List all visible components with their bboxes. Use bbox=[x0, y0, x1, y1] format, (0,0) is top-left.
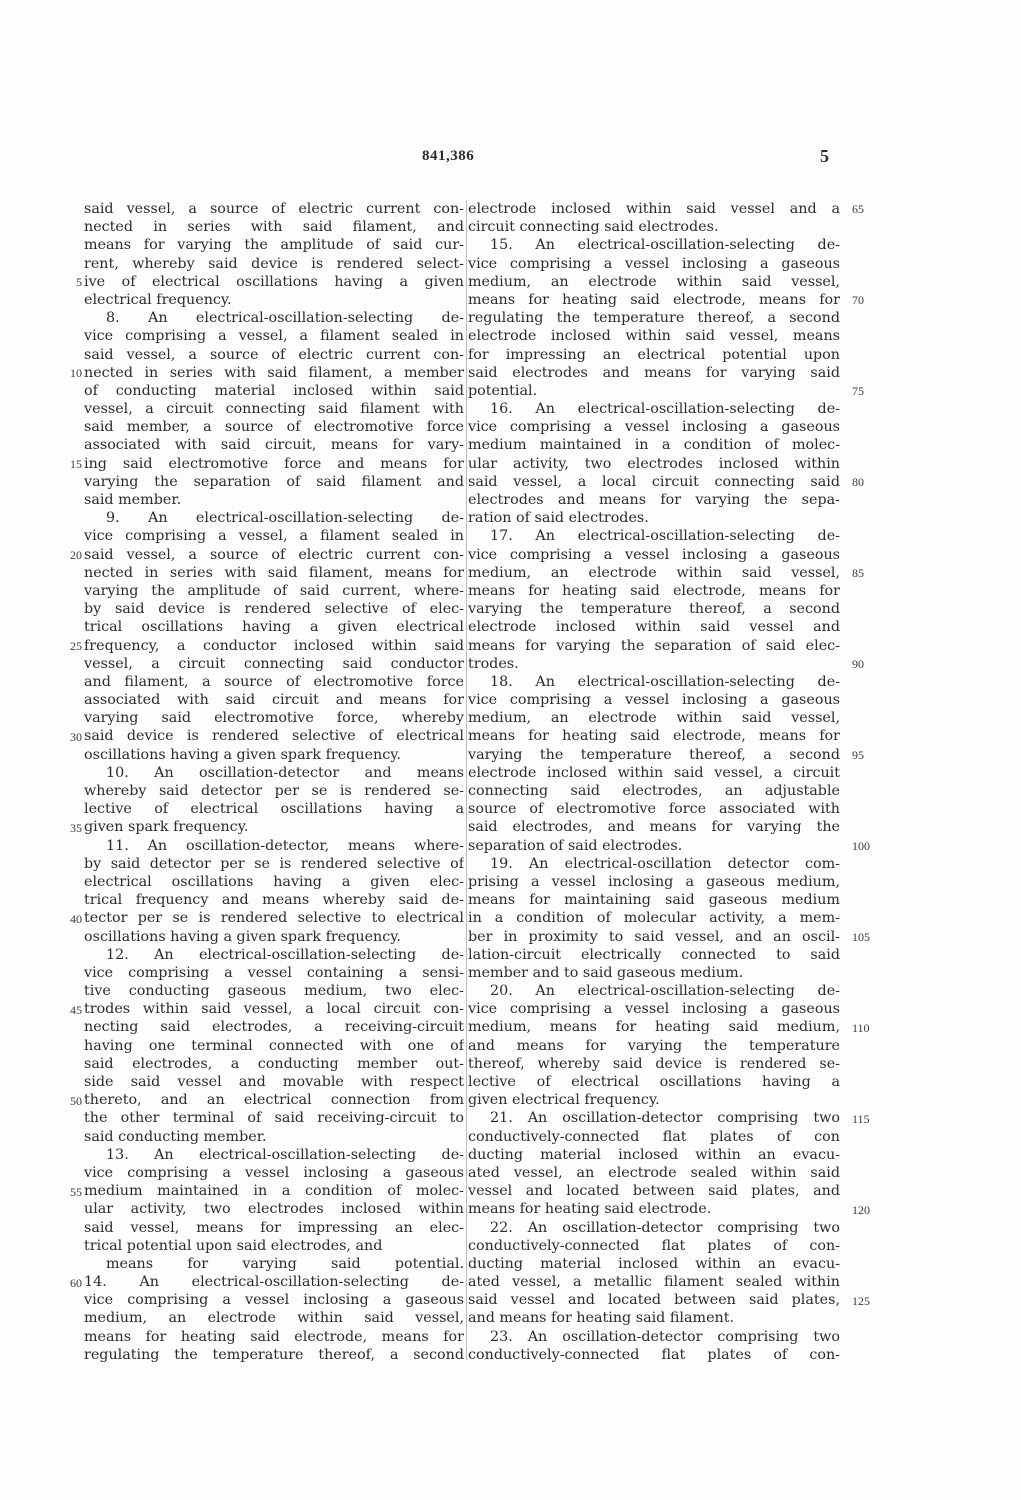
text-line: of conducting material inclosed within said bbox=[84, 382, 464, 399]
text-line: vice comprising a vessel, a filament sealed in bbox=[84, 528, 464, 545]
text-line: the other terminal of said receiving-circuit to bbox=[84, 1110, 464, 1127]
text-line: potential. bbox=[468, 382, 538, 399]
text-line: electrical oscillations having a given elec- bbox=[84, 873, 464, 890]
text-line: electrode inclosed within said vessel, a circuit bbox=[468, 764, 840, 781]
text-line: thereof, whereby said device is rendered se- bbox=[468, 1055, 840, 1072]
text-line: medium, an electrode within said vessel, bbox=[468, 564, 840, 581]
text-line: electrode inclosed within said vessel and bbox=[468, 619, 840, 636]
text-line: 10. An oscillation-detector and means bbox=[106, 764, 464, 781]
margin-line-number: 5 bbox=[76, 274, 82, 289]
text-line: said vessel, means for impressing an elec- bbox=[84, 1219, 464, 1236]
text-line: medium maintained in a condition of molec- bbox=[84, 1183, 464, 1200]
text-line: vessel and located between said plates, and bbox=[468, 1183, 840, 1200]
text-line: 8. An electrical-oscillation-selecting de- bbox=[106, 310, 464, 327]
text-line: said electrodes and means for varying said bbox=[468, 364, 840, 381]
text-line: source of electromotive force associated with bbox=[468, 801, 840, 818]
text-line: 21. An oscillation-detector comprising two bbox=[490, 1110, 840, 1127]
text-line: nected in series with said filament, a member bbox=[84, 364, 464, 381]
text-line: separation of said electrodes. bbox=[468, 837, 683, 854]
text-line: varying the temperature thereof, a second bbox=[468, 746, 840, 763]
margin-line-number: 80 bbox=[852, 475, 864, 489]
text-line: regulating the temperature thereof, a second bbox=[84, 1346, 464, 1363]
text-line: ducting material inclosed within an evacu- bbox=[468, 1146, 840, 1163]
text-line: means for varying the separation of said elec- bbox=[468, 637, 840, 654]
text-line: for impressing an electrical potential upon bbox=[468, 346, 840, 363]
text-line: 14. An electrical-oscillation-selecting de- bbox=[84, 1274, 464, 1291]
text-line: medium, an electrode within said vessel, bbox=[84, 1310, 464, 1327]
text-line: side said vessel and movable with respect bbox=[84, 1074, 464, 1090]
text-line: ated vessel, an electrode sealed within said bbox=[468, 1164, 840, 1181]
text-line: said conducting member. bbox=[84, 1128, 267, 1145]
text-line: electrode inclosed within said vessel, means bbox=[468, 328, 840, 345]
text-line: said device is rendered selective of electrical bbox=[84, 728, 464, 745]
text-line: means for varying the amplitude of said cur- bbox=[84, 237, 464, 254]
text-line: 23. An oscillation-detector comprising two bbox=[490, 1328, 840, 1345]
text-line: trical potential upon said electrodes, and bbox=[84, 1237, 383, 1254]
text-line: vice comprising a vessel inclosing a gaseous bbox=[468, 546, 840, 563]
text-line: said electrodes, a conducting member out- bbox=[84, 1055, 464, 1072]
text-line: vice comprising a vessel inclosing a gaseous bbox=[468, 1001, 840, 1018]
text-line: means for heating said electrode, means for bbox=[84, 1328, 464, 1345]
text-line: ated vessel, a metallic filament sealed within bbox=[468, 1274, 840, 1291]
margin-line-number: 50 bbox=[70, 1093, 82, 1108]
text-line: electrodes and means for varying the sepa- bbox=[468, 492, 840, 508]
text-line: conductively-connected flat plates of con- bbox=[468, 1237, 840, 1254]
text-line: said member. bbox=[84, 492, 182, 508]
margin-line-number: 30 bbox=[70, 729, 82, 744]
text-line: said vessel and located between said plates, bbox=[468, 1292, 840, 1309]
right-text-column bbox=[468, 200, 840, 1364]
patent-number: 841,386 bbox=[422, 148, 475, 164]
text-line: regulating the temperature thereof, a second bbox=[468, 310, 840, 327]
text-line: varying the temperature thereof, a second bbox=[468, 601, 840, 618]
text-line: medium, an electrode within said vessel, bbox=[468, 710, 840, 727]
margin-line-number: 90 bbox=[852, 657, 864, 671]
text-line: varying the separation of said filament and bbox=[84, 473, 464, 490]
text-line: oscillations having a given spark frequency. bbox=[84, 746, 401, 763]
text-line: medium, an electrode within said vessel, bbox=[468, 273, 840, 290]
text-line: tive conducting gaseous medium, two elec- bbox=[84, 983, 464, 1000]
text-line: means for heating said electrode, means for bbox=[468, 291, 840, 308]
text-line: member and to said gaseous medium. bbox=[468, 964, 744, 981]
text-line: lation-circuit electrically connected to said bbox=[468, 946, 840, 963]
text-line: trodes. bbox=[468, 655, 519, 672]
margin-line-number: 35 bbox=[70, 820, 82, 835]
text-line: by said device is rendered selective of elec- bbox=[84, 601, 464, 618]
margin-line-number: 125 bbox=[852, 1294, 870, 1308]
text-line: nected in series with said filament, means for bbox=[84, 564, 464, 581]
text-line: said vessel, a source of electric current con- bbox=[84, 346, 464, 363]
text-line: ration of said electrodes. bbox=[468, 510, 649, 527]
text-line: connecting said electrodes, an adjustable bbox=[468, 783, 840, 799]
text-line: electrical frequency. bbox=[84, 291, 232, 308]
text-line: varying said electromotive force, whereby bbox=[84, 710, 464, 727]
text-line: ing said electromotive force and means for bbox=[84, 455, 464, 472]
text-line: vice comprising a vessel containing a sensi- bbox=[84, 964, 464, 981]
text-line: vice comprising a vessel inclosing a gaseous bbox=[84, 1164, 464, 1181]
margin-line-number: 15 bbox=[70, 456, 82, 471]
text-line: 16. An electrical-oscillation-selecting de- bbox=[490, 401, 840, 418]
text-line: said vessel, a local circuit connecting said bbox=[468, 473, 840, 490]
text-line: 12. An electrical-oscillation-selecting de- bbox=[106, 946, 464, 963]
text-line: 19. An electrical-oscillation detector com- bbox=[490, 855, 840, 872]
text-line: said member, a source of electromotive force bbox=[84, 419, 464, 436]
text-line: and means for heating said filament. bbox=[468, 1310, 735, 1327]
text-line: trical frequency and means whereby said de- bbox=[84, 892, 464, 909]
text-line: necting said electrodes, a receiving-circuit bbox=[84, 1019, 464, 1036]
text-line: 18. An electrical-oscillation-selecting de- bbox=[490, 673, 840, 690]
text-line: means for maintaining said gaseous medium bbox=[468, 892, 840, 909]
text-line: frequency, a conductor inclosed within said bbox=[84, 637, 464, 654]
text-line: ber in proximity to said vessel, and an oscil- bbox=[468, 928, 840, 945]
left-text-column bbox=[84, 200, 464, 1364]
text-line: means for heating said electrode, means for bbox=[468, 728, 840, 745]
text-line: said vessel, a source of electric current con- bbox=[84, 201, 464, 217]
text-line: tector per se is rendered selective to electrical bbox=[84, 910, 464, 927]
text-line: means for heating said electrode, means for bbox=[468, 582, 840, 599]
text-line: electrode inclosed within said vessel and a bbox=[468, 201, 840, 217]
text-line: trical oscillations having a given electrical bbox=[84, 619, 464, 636]
margin-line-number: 45 bbox=[70, 1002, 82, 1017]
text-line: medium maintained in a condition of molec- bbox=[468, 437, 840, 454]
text-line: lective of electrical oscillations having a bbox=[84, 801, 464, 818]
text-line: trodes within said vessel, a local circuit con- bbox=[84, 1001, 464, 1018]
text-line: vessel, a circuit connecting said filament with bbox=[84, 401, 464, 418]
text-line: associated with said circuit and means for bbox=[84, 692, 464, 709]
text-line: vice comprising a vessel inclosing a gaseous bbox=[468, 692, 840, 709]
text-line: said vessel, a source of electric current con- bbox=[84, 546, 464, 563]
margin-line-number: 105 bbox=[852, 930, 870, 944]
margin-line-number: 20 bbox=[70, 547, 82, 562]
text-line: 17. An electrical-oscillation-selecting de- bbox=[490, 528, 840, 545]
margin-line-number: 55 bbox=[70, 1184, 82, 1199]
margin-line-number: 120 bbox=[852, 1203, 870, 1217]
text-line: means for heating said electrode. bbox=[468, 1201, 712, 1218]
text-line: ive of electrical oscillations having a given bbox=[84, 273, 464, 290]
text-line: 15. An electrical-oscillation-selecting de- bbox=[490, 237, 840, 254]
text-line: ular activity, two electrodes inclosed within bbox=[84, 1201, 464, 1218]
text-line: nected in series with said filament, and bbox=[84, 219, 464, 236]
text-line: having one terminal connected with one of bbox=[84, 1037, 464, 1054]
text-line: 20. An electrical-oscillation-selecting de- bbox=[490, 983, 840, 1000]
margin-line-number: 115 bbox=[852, 1112, 870, 1126]
margin-line-number: 100 bbox=[852, 839, 870, 853]
column-divider bbox=[466, 200, 467, 1360]
text-line: vice comprising a vessel, a filament sealed in bbox=[84, 328, 464, 345]
text-line: and means for varying the temperature bbox=[468, 1037, 840, 1054]
text-line: ular activity, two electrodes inclosed within bbox=[468, 455, 840, 472]
text-line: 9. An electrical-oscillation-selecting de- bbox=[106, 510, 464, 527]
margin-line-number: 75 bbox=[852, 384, 864, 398]
text-line: and filament, a source of electromotive force bbox=[84, 673, 464, 690]
text-line: varying the amplitude of said current, where- bbox=[84, 582, 464, 599]
text-line: said electrodes, and means for varying the bbox=[468, 819, 840, 836]
text-line: rent, whereby said device is rendered select- bbox=[84, 255, 464, 272]
text-line: given spark frequency. bbox=[84, 819, 249, 836]
text-line: 11. An oscillation-detector, means where- bbox=[106, 837, 464, 854]
text-line: circuit connecting said electrodes. bbox=[468, 219, 719, 236]
text-line: vessel, a circuit connecting said conductor bbox=[84, 655, 464, 672]
page-number: 5 bbox=[820, 146, 829, 166]
text-line: in a condition of molecular activity, a mem- bbox=[468, 910, 840, 927]
text-line: conductively-connected flat plates of con bbox=[468, 1128, 840, 1145]
text-line: ducting material inclosed within an evacu- bbox=[468, 1255, 840, 1272]
text-line: by said detector per se is rendered selective of bbox=[84, 855, 464, 872]
margin-line-number: 95 bbox=[852, 748, 864, 762]
margin-line-number: 40 bbox=[70, 911, 82, 926]
text-line: vice comprising a vessel inclosing a gaseous bbox=[468, 419, 840, 436]
text-line: oscillations having a given spark frequency. bbox=[84, 928, 401, 945]
text-line: given electrical frequency. bbox=[468, 1092, 660, 1109]
margin-line-number: 60 bbox=[70, 1275, 82, 1290]
text-line: conductively-connected flat plates of con- bbox=[468, 1346, 840, 1363]
margin-line-number: 110 bbox=[852, 1021, 870, 1035]
text-line: vice comprising a vessel inclosing a gaseous bbox=[468, 255, 840, 272]
page-header bbox=[0, 148, 1021, 172]
text-line: vice comprising a vessel inclosing a gaseous bbox=[84, 1292, 464, 1309]
text-line: lective of electrical oscillations having a bbox=[468, 1074, 840, 1090]
margin-line-number: 70 bbox=[852, 293, 864, 307]
text-line: prising a vessel inclosing a gaseous medium, bbox=[468, 873, 840, 890]
margin-line-number: 25 bbox=[70, 638, 82, 653]
text-line: 13. An electrical-oscillation-selecting de- bbox=[106, 1146, 464, 1163]
text-line: whereby said detector per se is rendered se- bbox=[84, 783, 464, 799]
margin-line-number: 65 bbox=[852, 202, 864, 216]
text-line: means for varying said potential. bbox=[106, 1255, 464, 1272]
text-line: medium, means for heating said medium, bbox=[468, 1019, 840, 1036]
margin-line-number: 85 bbox=[852, 566, 864, 580]
text-line: associated with said circuit, means for vary- bbox=[84, 437, 464, 454]
margin-line-number: 10 bbox=[70, 365, 82, 380]
text-line: 22. An oscillation-detector comprising two bbox=[490, 1219, 840, 1236]
text-line: thereto, and an electrical connection from bbox=[84, 1092, 464, 1109]
